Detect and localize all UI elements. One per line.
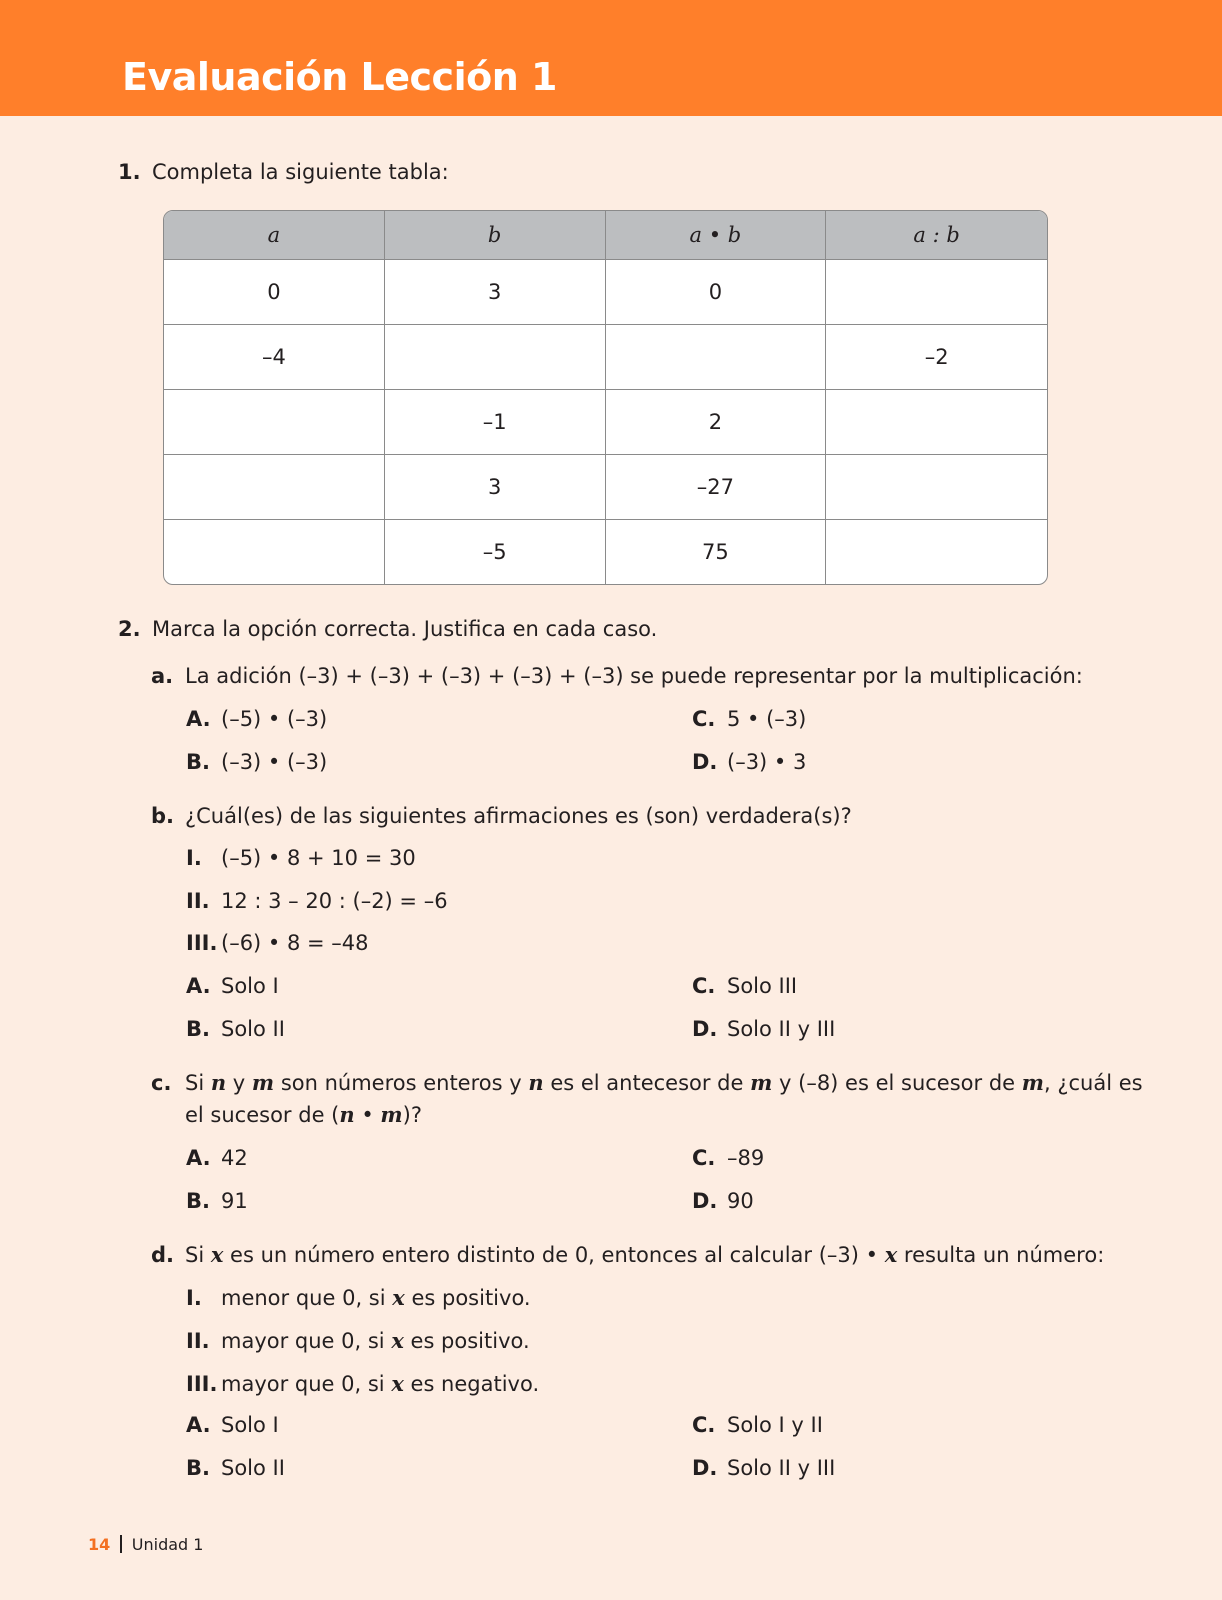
page-header xyxy=(0,0,1222,116)
subquestion-a xyxy=(151,661,1083,691)
page-number: 14 xyxy=(88,1535,111,1554)
table-cell xyxy=(164,520,385,584)
table-cell xyxy=(164,390,385,455)
option-text: 91 xyxy=(221,1189,248,1213)
option-text: Solo II y III xyxy=(727,1456,836,1480)
subquestion-b xyxy=(151,801,852,831)
table-cell xyxy=(826,455,1047,520)
table-cell xyxy=(385,325,606,390)
table-row xyxy=(164,390,1047,455)
statement-iii: III. (–6) • 8 = –48 xyxy=(186,931,369,955)
option-text: Solo I y II xyxy=(727,1413,823,1437)
table-cell: –4 xyxy=(164,325,385,390)
question-text: Marca la opción correcta. Justifica en cada caso. xyxy=(152,617,658,641)
subquestion-letter: b. xyxy=(151,804,175,828)
option-b[interactable]: B. Solo II xyxy=(186,1017,285,1041)
table-header: a xyxy=(164,211,385,260)
subquestion-letter: c. xyxy=(151,1071,172,1095)
option-d[interactable]: D. Solo II y III xyxy=(692,1017,836,1041)
option-text: –89 xyxy=(727,1146,765,1170)
table-row xyxy=(164,325,1047,390)
table-cell: –1 xyxy=(385,390,606,455)
option-d[interactable]: D. (–3) • 3 xyxy=(692,750,807,774)
page-title: Evaluación Lección 1 xyxy=(122,55,557,99)
option-text: Solo II y III xyxy=(727,1017,836,1041)
table-row xyxy=(164,455,1047,520)
option-b[interactable]: B. Solo II xyxy=(186,1456,285,1480)
option-a[interactable]: A. 42 xyxy=(186,1146,248,1170)
values-table xyxy=(163,210,1048,585)
option-text: (–3) • 3 xyxy=(727,750,807,774)
unit-label: Unidad 1 xyxy=(131,1535,204,1554)
option-d[interactable]: D. 90 xyxy=(692,1189,754,1213)
subquestion-text: ¿Cuál(es) de las siguientes afirmaciones es (son) verdadera(s)? xyxy=(185,804,852,828)
table-cell: –5 xyxy=(385,520,606,584)
subquestion-c: c. Si n y m son números enteros y n es el antecesor de m y (–8) es el sucesor de m, ¿cuál es xyxy=(151,1068,1143,1098)
table-header: a : b xyxy=(826,211,1047,260)
option-text: 5 • (–3) xyxy=(727,707,807,731)
statement-i: I. menor que 0, si x es positivo. xyxy=(186,1285,531,1310)
table-header-row xyxy=(164,211,1047,260)
option-text: 90 xyxy=(727,1189,754,1213)
option-text: Solo III xyxy=(727,974,798,998)
question-number: 1. xyxy=(118,160,141,184)
table-header: a • b xyxy=(606,211,827,260)
table-cell xyxy=(826,520,1047,584)
option-text: 42 xyxy=(221,1146,248,1170)
subquestion-letter: a. xyxy=(151,664,174,688)
subquestion-c-line2: el sucesor de (n • m)? xyxy=(185,1102,422,1127)
table-cell xyxy=(606,325,827,390)
question-number: 2. xyxy=(118,617,141,641)
table-cell: 75 xyxy=(606,520,827,584)
option-b[interactable]: B. (–3) • (–3) xyxy=(186,750,328,774)
table-cell xyxy=(826,390,1047,455)
subquestion-letter: d. xyxy=(151,1243,175,1267)
table-cell: 0 xyxy=(164,260,385,325)
table-cell: 0 xyxy=(606,260,827,325)
option-text: Solo II xyxy=(221,1017,285,1041)
page-footer xyxy=(88,1535,203,1554)
option-text: Solo II xyxy=(221,1456,285,1480)
option-c[interactable]: C. Solo I y II xyxy=(692,1413,823,1437)
table-cell: 2 xyxy=(606,390,827,455)
table-cell: 3 xyxy=(385,260,606,325)
statement-ii: II. 12 : 3 – 20 : (–2) = –6 xyxy=(186,889,448,913)
statement-i: I. (–5) • 8 + 10 = 30 xyxy=(186,846,416,870)
option-a[interactable]: A. (–5) • (–3) xyxy=(186,707,328,731)
option-a[interactable]: A. Solo I xyxy=(186,974,279,998)
table-cell: 3 xyxy=(385,455,606,520)
table-cell: –2 xyxy=(826,325,1047,390)
table-header: b xyxy=(385,211,606,260)
subquestion-d: d. Si x es un número entero distinto de 0, entonces al calcular (–3) • x resulta un número: xyxy=(151,1240,1104,1270)
option-c[interactable]: C. 5 • (–3) xyxy=(692,707,807,731)
question-1 xyxy=(118,158,449,186)
option-a[interactable]: A. Solo I xyxy=(186,1413,279,1437)
option-b[interactable]: B. 91 xyxy=(186,1189,248,1213)
option-text: Solo I xyxy=(221,974,279,998)
option-text: Solo I xyxy=(221,1413,279,1437)
question-2 xyxy=(118,615,657,643)
table-cell xyxy=(164,455,385,520)
statement-ii: II. mayor que 0, si x es positivo. xyxy=(186,1328,530,1353)
table-row xyxy=(164,520,1047,584)
question-text: Completa la siguiente tabla: xyxy=(152,160,449,184)
option-text: (–3) • (–3) xyxy=(221,750,328,774)
table-cell: –27 xyxy=(606,455,827,520)
option-text: (–5) • (–3) xyxy=(221,707,328,731)
table-cell xyxy=(826,260,1047,325)
subquestion-text: La adición (–3) + (–3) + (–3) + (–3) + (–3) se puede representar por la multiplicación: xyxy=(185,664,1083,688)
table-row xyxy=(164,260,1047,325)
option-c[interactable]: C. Solo III xyxy=(692,974,798,998)
option-d[interactable]: D. Solo II y III xyxy=(692,1456,836,1480)
footer-divider xyxy=(120,1535,122,1553)
option-c[interactable]: C. –89 xyxy=(692,1146,765,1170)
statement-iii: III. mayor que 0, si x es negativo. xyxy=(186,1371,540,1396)
